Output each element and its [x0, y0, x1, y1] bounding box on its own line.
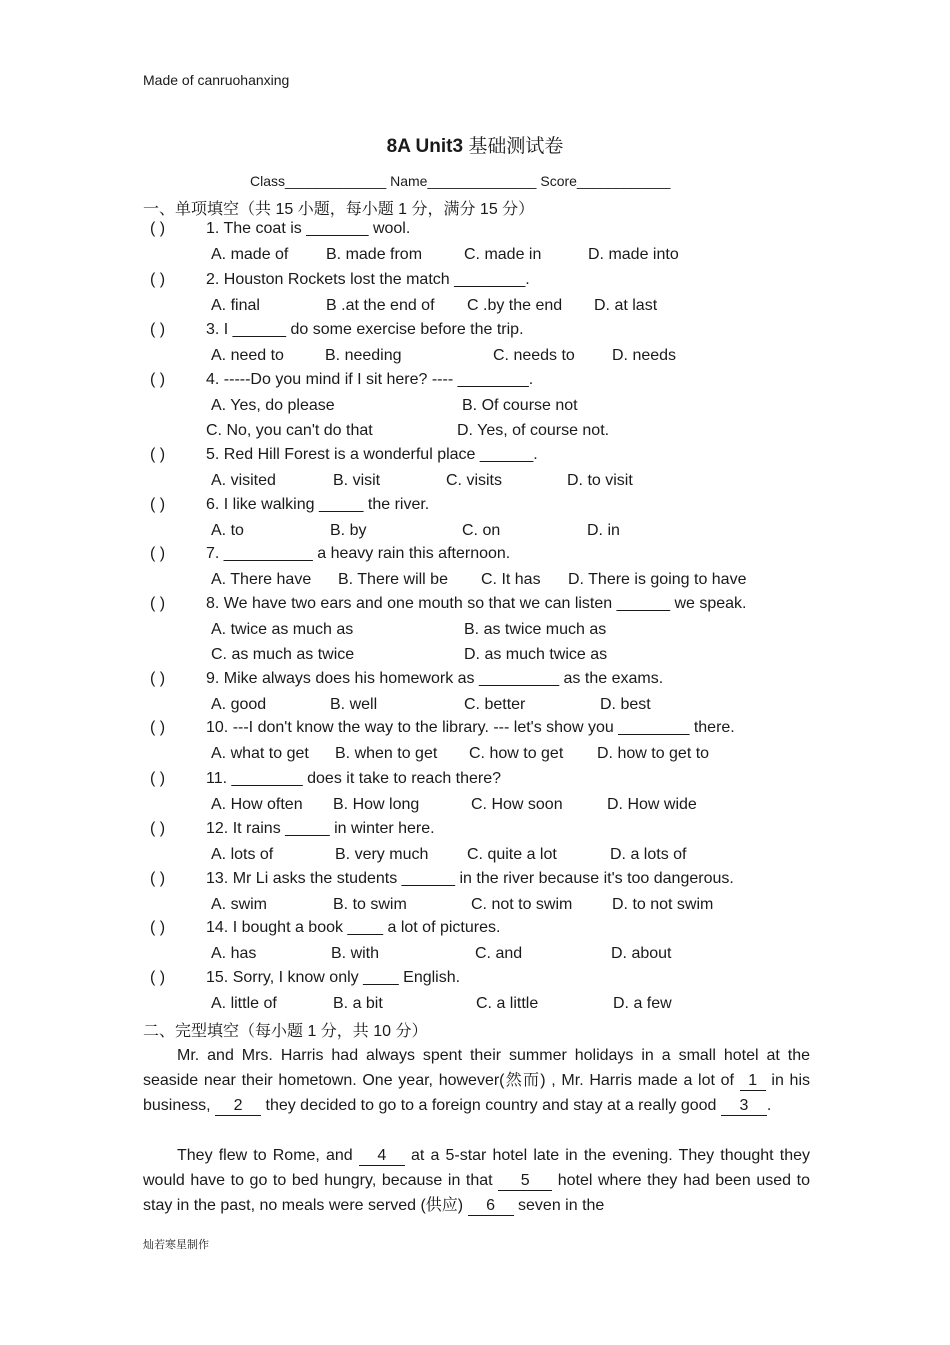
question-option: C. as much as twice — [211, 646, 355, 663]
question-option: D. How wide — [607, 796, 697, 813]
question-stem — [150, 870, 734, 888]
question-option: B. with — [331, 945, 380, 962]
cloze-paragraph-1 — [143, 1043, 810, 1118]
question-stem — [150, 670, 663, 688]
passage-text: seven in the — [513, 1197, 605, 1214]
answer-parentheses[interactable]: ( ) — [150, 321, 166, 338]
question-stem — [150, 595, 746, 613]
question-option: C. how to get — [469, 745, 564, 762]
question-stem — [150, 446, 538, 464]
question-option: A. lots of — [211, 846, 274, 863]
question-stem — [150, 719, 735, 737]
question-option: A. made of — [211, 246, 289, 263]
question-option: B. as twice much as — [464, 621, 607, 638]
question-text: 6. I like walking _____ the river. — [206, 496, 430, 513]
question-option: B. a bit — [333, 995, 383, 1012]
question-option: D. a lots of — [610, 846, 687, 863]
answer-parentheses[interactable]: ( ) — [150, 271, 166, 288]
question-option: D. to not swim — [612, 896, 714, 913]
question-option: D. to visit — [567, 472, 633, 489]
answer-parentheses[interactable]: ( ) — [150, 595, 166, 612]
question-text: 3. I ______ do some exercise before the trip. — [206, 321, 524, 338]
cloze-blank-6: 6 — [468, 1197, 514, 1216]
question-option: C. needs to — [493, 347, 575, 364]
question-option: D. made into — [588, 246, 679, 263]
question-text: 5. Red Hill Forest is a wonderful place ______. — [206, 446, 538, 463]
question-option: C. No, you can't do that — [206, 422, 373, 439]
question-stem — [150, 371, 533, 389]
question-option: B. made from — [326, 246, 423, 263]
question-stem — [150, 919, 500, 937]
question-option: A. visited — [211, 472, 276, 489]
question-text: 12. It rains _____ in winter here. — [206, 820, 435, 837]
passage-text: . — [766, 1097, 772, 1114]
question-stem — [150, 496, 429, 514]
cloze-blank-3: 3 — [721, 1097, 767, 1116]
question-text: 13. Mr Li asks the students ______ in the river because it's too dangerous. — [206, 870, 734, 887]
question-option: D. There is going to have — [568, 571, 747, 588]
question-text: 2. Houston Rockets lost the match ________. — [206, 271, 530, 288]
question-option: C. visits — [446, 472, 502, 489]
passage-text: They flew to Rome, and — [177, 1147, 359, 1164]
question-option: D. at last — [594, 297, 658, 314]
question-text: 11. ________ does it take to reach there? — [206, 770, 502, 787]
question-option: B. well — [330, 696, 378, 713]
answer-parentheses[interactable]: ( ) — [150, 820, 166, 837]
question-text: 9. Mike always does his homework as _________ as the exams. — [206, 670, 664, 687]
question-option: C. How soon — [471, 796, 563, 813]
passage-text: hotel where they had been used to stay in the past, no meals were served (供应) — [143, 1172, 810, 1214]
question-option: D. about — [611, 945, 672, 962]
passage-text: in his business, — [143, 1072, 810, 1114]
header-note: Made of canruohanxing — [143, 72, 290, 88]
question-option: A. swim — [211, 896, 267, 913]
question-option: A. good — [211, 696, 267, 713]
question-text: 14. I bought a book ____ a lot of pictures. — [206, 919, 501, 936]
class-name-score-line: Class_____________ Name______________ Score____________ — [250, 173, 671, 189]
answer-parentheses[interactable]: ( ) — [150, 969, 166, 986]
question-option: C. It has — [481, 571, 541, 588]
question-text: 10. ---I don't know the way to the library. --- let's show you ________ there. — [206, 719, 735, 736]
question-option: B. visit — [333, 472, 381, 489]
question-option: A. twice as much as — [211, 621, 354, 638]
question-option: C. not to swim — [471, 896, 573, 913]
page-title — [0, 131, 950, 158]
question-text: 15. Sorry, I know only ____ English. — [206, 969, 461, 986]
question-text: 7. __________ a heavy rain this afternoon. — [206, 545, 511, 562]
cloze-blank-5: 5 — [498, 1172, 552, 1191]
answer-parentheses[interactable]: ( ) — [150, 496, 166, 513]
question-option: A. There have — [211, 571, 312, 588]
answer-parentheses[interactable]: ( ) — [150, 371, 166, 388]
question-text: 1. The coat is _______ wool. — [206, 220, 411, 237]
question-option: A. to — [211, 522, 244, 539]
question-option: D. a few — [613, 995, 672, 1012]
question-option: A. final — [211, 297, 260, 314]
question-stem — [150, 220, 410, 238]
question-option: C. made in — [464, 246, 542, 263]
question-option: B. needing — [325, 347, 402, 364]
question-option: B .at the end of — [326, 297, 435, 314]
passage-text: at a 5-star hotel late in the evening. They thought they would have to go to bed hungry, because in that — [143, 1147, 810, 1189]
section-heading-single-choice: 一、单项填空（共 15 小题，每小题 1 分，满分 15 分） — [143, 201, 535, 218]
question-option: A. little of — [211, 995, 277, 1012]
question-stem — [150, 820, 435, 838]
passage-text: they decided to go to a foreign country and stay at a really good — [261, 1097, 721, 1114]
question-option: B. There will be — [338, 571, 448, 588]
answer-parentheses[interactable]: ( ) — [150, 870, 166, 887]
question-option: C. better — [464, 696, 526, 713]
question-stem — [150, 545, 510, 563]
question-option: C .by the end — [467, 297, 563, 314]
question-stem — [150, 271, 530, 289]
question-text: 8. We have two ears and one mouth so that we can listen ______ we speak. — [206, 595, 747, 612]
answer-parentheses[interactable]: ( ) — [150, 545, 166, 562]
question-option: B. Of course not — [462, 397, 578, 414]
question-option: B. How long — [333, 796, 420, 813]
question-stem — [150, 321, 524, 339]
question-option: D. as much twice as — [464, 646, 608, 663]
question-option: C. quite a lot — [467, 846, 557, 863]
question-option: B. when to get — [335, 745, 438, 762]
question-option: D. how to get to — [597, 745, 710, 762]
answer-parentheses[interactable]: ( ) — [150, 770, 166, 787]
question-option: D. Yes, of course not. — [457, 422, 610, 439]
question-option: D. needs — [612, 347, 677, 364]
question-option: C. on — [462, 522, 501, 539]
title-unit: 8A Unit3 — [386, 136, 464, 157]
cloze-blank-4: 4 — [359, 1147, 405, 1166]
footer-note: 灿若寒星制作 — [143, 1239, 209, 1251]
question-stem — [150, 969, 460, 987]
passage-text: Mr. and Mrs. Harris had always spent their summer holidays in a small hotel at the seaside near their hometown. One year, however(然而) , Mr. Harris made a lot of — [143, 1047, 810, 1089]
cloze-blank-1: 1 — [740, 1072, 766, 1091]
question-option: B. very much — [335, 846, 429, 863]
cloze-blank-2: 2 — [215, 1097, 261, 1116]
question-option: A. what to get — [211, 745, 309, 762]
question-option: A. has — [211, 945, 257, 962]
question-option: C. a little — [476, 995, 539, 1012]
question-option: C. and — [475, 945, 523, 962]
question-option: B. to swim — [333, 896, 407, 913]
section-heading-cloze: 二、完型填空（每小题 1 分，共 10 分） — [143, 1023, 428, 1040]
title-text: 基础测试卷 — [463, 136, 564, 157]
question-option: B. by — [330, 522, 367, 539]
question-stem — [150, 770, 501, 788]
answer-parentheses[interactable]: ( ) — [150, 919, 166, 936]
question-option: A. How often — [211, 796, 303, 813]
question-text: 4. -----Do you mind if I sit here? ---- ________. — [206, 371, 534, 388]
question-option: A. Yes, do please — [211, 397, 335, 414]
answer-parentheses[interactable]: ( ) — [150, 446, 166, 463]
question-option: D. in — [587, 522, 620, 539]
answer-parentheses[interactable]: ( ) — [150, 719, 166, 736]
question-option: A. need to — [211, 347, 284, 364]
answer-parentheses[interactable]: ( ) — [150, 220, 166, 237]
question-option: D. best — [600, 696, 651, 713]
answer-parentheses[interactable]: ( ) — [150, 670, 166, 687]
cloze-paragraph-2 — [143, 1143, 810, 1218]
